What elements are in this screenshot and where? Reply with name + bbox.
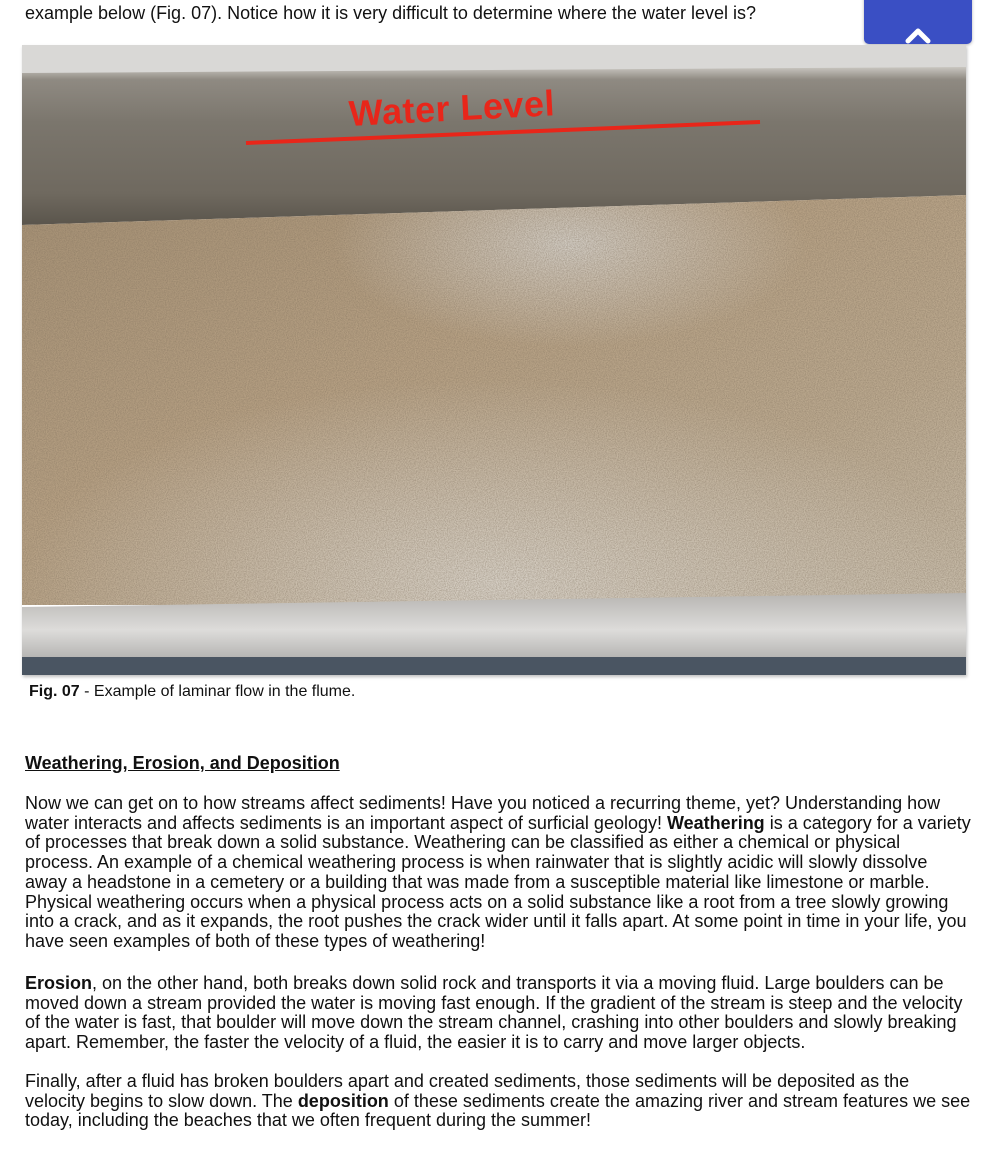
deposition-term: deposition	[297, 1090, 389, 1111]
p2-text-b: , on the other hand, both breaks down solid rock and transports it via a moving fluid. Large boulders can be moved down a stream provided the water is moving fast enough. If the gradient of the stream is steep and the velocity of the water is fast, that boulder will move down the stream channel, crashing into other boulders and slowly breaking apart. Remember, the faster the velocity of a fluid, the easier it is to carry and move larger objects.	[25, 973, 963, 1053]
section-title: Weathering, Erosion, and Deposition	[25, 753, 340, 773]
water-level-label: Water Level	[347, 82, 556, 135]
deposition-paragraph	[25, 1072, 971, 1131]
p1-text-b: is a category for a variety of processes that break down a solid substance. Weathering can be classified as either a chemical or physical process. An example of a chemical weathering process is when rainwater that is slightly acidic will slowly dissolve away a headstone in a cemetery or a building that was made from a susceptible material like limestone or marble. Physical weathering occurs when a physical process acts on a solid substance like a root from a tree slowly growing into a crack, and as it expands, the root pushes the crack wider until it falls apart. At some point in time in your life, you have seen examples of both of these types of weathering!	[25, 812, 971, 951]
p1-text-a: Now we can get on to how streams affect sediments! Have you noticed a recurring theme, yet? Understanding how water interacts and affects sediments is an important aspect of surficial geology!	[25, 793, 941, 833]
chevron-up-icon	[903, 26, 933, 44]
intro-text: example below (Fig. 07). Notice how it is very difficult to determine where the water level is?	[25, 3, 756, 23]
weathering-paragraph	[25, 794, 971, 952]
erosion-term: Erosion	[25, 973, 93, 993]
erosion-paragraph	[25, 974, 971, 1053]
figure-caption-label: Fig. 07	[29, 683, 80, 700]
figure-caption-text: - Example of laminar flow in the flume.	[79, 683, 356, 700]
p3-text-a: Finally, after a fluid has broken boulders apart and created sediments, those sediments will be deposited as the velocity begins to slow down. The	[25, 1071, 910, 1111]
p3-text-b: of these sediments create the amazing river and stream features we see today, including the beaches that we often frequent during the summer!	[25, 1090, 971, 1131]
flume-photo	[22, 45, 966, 675]
weathering-term: Weathering	[667, 812, 765, 833]
figure-caption	[29, 682, 355, 702]
back-to-top-button[interactable]	[864, 0, 972, 44]
